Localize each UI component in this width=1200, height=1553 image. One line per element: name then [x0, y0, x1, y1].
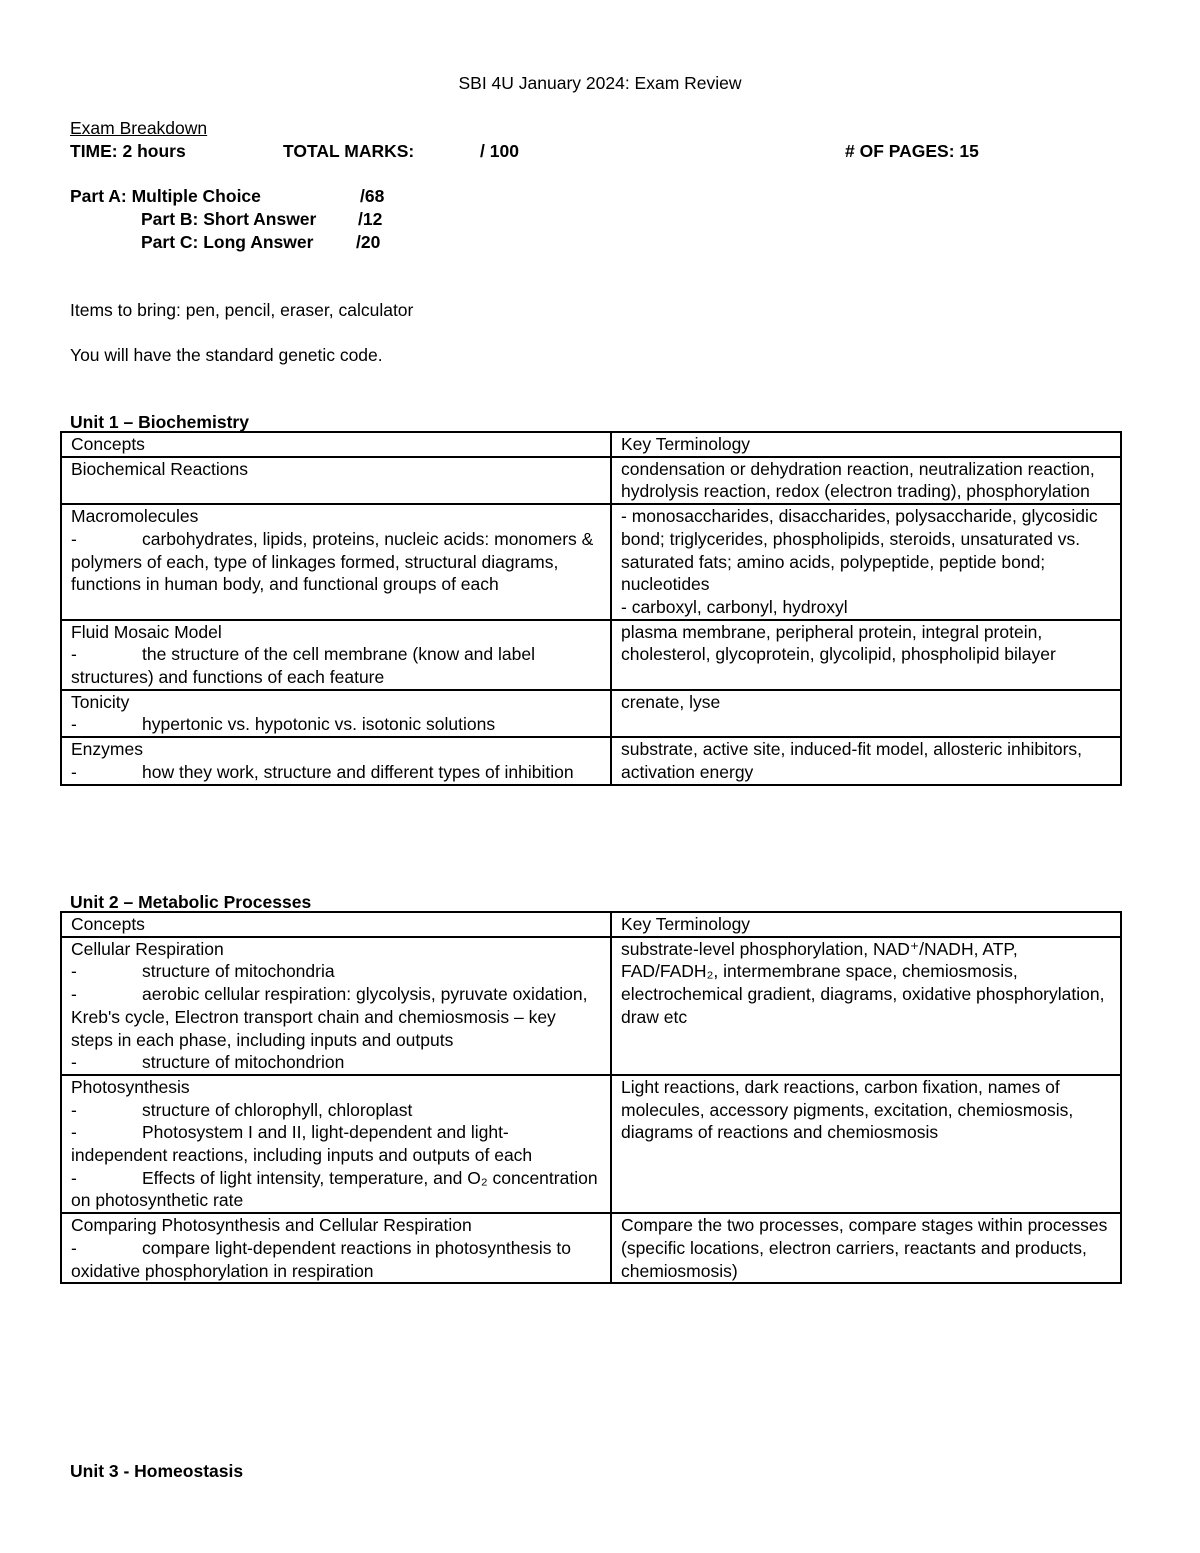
concept-cell [61, 737, 611, 784]
genetic-code-note: You will have the standard genetic code. [70, 345, 383, 365]
table-row [61, 690, 1121, 737]
terms-text: substrate, active site, induced-fit model, allosteric inhibitors, activation energy [621, 739, 1083, 782]
terms-text: plasma membrane, peripheral protein, integral protein, cholesterol, glycoprotein, glycolipid, phospholipid bilayer [621, 621, 1056, 665]
terms-cell [611, 620, 1121, 690]
concept-cell [61, 620, 611, 690]
unit2-table [60, 911, 1122, 1284]
table-row [61, 737, 1121, 784]
concept-bullet: - structure of mitochondrion [71, 1052, 345, 1073]
concept-title: Biochemical Reactions [71, 458, 249, 479]
terms-text: substrate-level phosphorylation, NAD⁺/NADH, ATP, FAD/FADH₂, intermembrane space, chemiosmosis, electrochemical gradient, diagrams, oxidative phosphorylation, draw etc [621, 938, 1105, 1027]
terms-text: - carboxyl, carbonyl, hydroxyl [621, 596, 848, 617]
part-c-marks: /20 [356, 232, 381, 252]
part-c-label: Part C: Long Answer [141, 232, 314, 252]
document-title: SBI 4U January 2024: Exam Review [458, 73, 742, 93]
unit2-heading: Unit 2 – Metabolic Processes [70, 892, 312, 912]
terms-text: crenate, lyse [621, 691, 721, 712]
unit3-heading: Unit 3 - Homeostasis [70, 1461, 244, 1481]
concepts-header: Concepts [61, 432, 611, 457]
concept-cell [61, 937, 611, 1075]
concept-cell [61, 1075, 611, 1213]
terms-cell [611, 504, 1121, 620]
concept-title: Enzymes [71, 739, 143, 760]
part-a-marks: /68 [360, 186, 385, 206]
exam-breakdown-heading: Exam Breakdown [70, 118, 208, 138]
unit1-table [60, 431, 1122, 786]
concept-cell [61, 457, 611, 504]
key-terminology-header: Key Terminology [611, 912, 1121, 937]
concept-bullet: - compare light-dependent reactions in photosynthesis to oxidative phosphorylation in respiration [71, 1237, 572, 1281]
table-row [61, 620, 1121, 690]
concept-cell [61, 690, 611, 737]
concept-bullet: - the structure of the cell membrane (know and label structures) and functions of each feature [71, 644, 535, 688]
concept-title: Fluid Mosaic Model [71, 621, 222, 642]
table-row [61, 504, 1121, 620]
part-b-marks: /12 [358, 209, 383, 229]
concept-bullet: - Effects of light intensity, temperature, and O₂ concentration on photosynthetic rate [71, 1167, 598, 1211]
concepts-header: Concepts [61, 912, 611, 937]
part-a-label: Part A: Multiple Choice [70, 186, 261, 206]
total-marks-label: TOTAL MARKS: [283, 141, 415, 161]
terms-cell [611, 690, 1121, 737]
table-row [61, 1075, 1121, 1213]
table-header-row [61, 912, 1121, 937]
unit1-heading: Unit 1 – Biochemistry [70, 412, 249, 432]
concept-cell [61, 1213, 611, 1283]
terms-cell [611, 937, 1121, 1075]
concept-bullet: - structure of mitochondria [71, 961, 335, 982]
table-row [61, 937, 1121, 1075]
table-header-row [61, 432, 1121, 457]
terms-text: condensation or dehydration reaction, neutralization reaction, hydrolysis reaction, redox (electron trading), phosphorylation [621, 458, 1095, 502]
terms-cell [611, 1213, 1121, 1283]
terms-cell [611, 457, 1121, 504]
concept-bullet: - carbohydrates, lipids, proteins, nucleic acids: monomers & polymers of each, type of linkages formed, structural diagrams, functions in human body, and functional groups of each [71, 528, 594, 595]
terms-text: - monosaccharides, disaccharides, polysaccharide, glycosidic bond; triglycerides, phospholipids, steroids, unsaturated vs. saturated fats; amino acids, polypeptide, peptide bond; nucleotides [621, 506, 1098, 595]
exam-time: TIME: 2 hours [70, 141, 186, 161]
concept-title: Macromolecules [71, 506, 199, 527]
concept-title: Tonicity [71, 691, 130, 712]
terms-text: Compare the two processes, compare stages within processes (specific locations, electron carriers, reactants and products, chemiosmosis) [621, 1215, 1108, 1281]
page-count: # OF PAGES: 15 [845, 141, 979, 161]
table-row [61, 1213, 1121, 1283]
concept-bullet: - aerobic cellular respiration: glycolysis, pyruvate oxidation, Kreb's cycle, Electron transport chain and chemiosmosis – key steps in each phase, including inputs and outputs [71, 984, 588, 1050]
concept-title: Comparing Photosynthesis and Cellular Respiration [71, 1215, 472, 1236]
terms-text: Light reactions, dark reactions, carbon fixation, names of molecules, accessory pigments, excitation, chemiosmosis, diagrams of reactions and chemiosmosis [621, 1076, 1074, 1143]
terms-cell [611, 737, 1121, 784]
key-terminology-header: Key Terminology [611, 432, 1121, 457]
terms-cell [611, 1075, 1121, 1213]
concept-bullet: - Photosystem I and II, light-dependent and light-independent reactions, including inputs and outputs of each [71, 1122, 533, 1166]
table-row [61, 457, 1121, 504]
concept-cell [61, 504, 611, 620]
concept-bullet: - hypertonic vs. hypotonic vs. isotonic solutions [71, 714, 496, 735]
part-b-label: Part B: Short Answer [141, 209, 317, 229]
concept-title: Photosynthesis [71, 1076, 190, 1097]
concept-bullet: - how they work, structure and different types of inhibition [71, 761, 574, 782]
concept-bullet: - structure of chlorophyll, chloroplast [71, 1099, 413, 1120]
concept-title: Cellular Respiration [71, 938, 224, 959]
items-to-bring: Items to bring: pen, pencil, eraser, calculator [70, 300, 414, 320]
total-marks-value: / 100 [480, 141, 519, 161]
